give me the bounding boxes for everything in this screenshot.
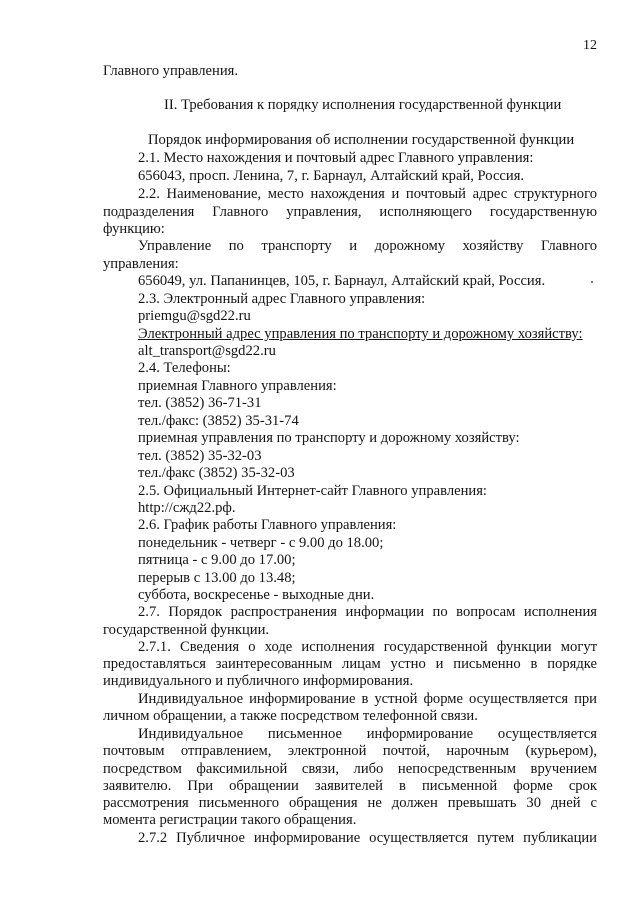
- text-line: государственной функции.: [103, 622, 270, 638]
- website-line: http://сжд22.рф.: [138, 500, 236, 516]
- email-line: priemgu@sgd22.ru: [138, 308, 251, 324]
- text-line: приемная управления по транспорту и дорожному хозяйству:: [138, 430, 520, 446]
- text-line: индивидуального и публичного информирования.: [103, 673, 414, 689]
- text-line: 656049, ул. Папанинцев, 105, г. Барнаул, Алтайский край, Россия.: [138, 273, 546, 289]
- text-line: 2.2. Наименование, место нахождения и почтовый адрес структурного: [138, 186, 597, 202]
- text-line: заявителю. При обращении заявителей в письменной форме срок: [103, 778, 597, 794]
- phone-line: тел./факс: (3852) 35-31-74: [138, 413, 299, 429]
- text-line: 2.7.2 Публичное информирование осуществляется путем публикации: [138, 830, 597, 846]
- text-line: Индивидуальное информирование в устной форме осуществляется при: [138, 691, 597, 707]
- text-line: рассмотрения письменного обращения не должен превышать 30 дней с: [103, 795, 597, 811]
- section-heading: II. Требования к порядку исполнения государственной функции: [164, 97, 562, 113]
- text-line: подразделения Главного управления, исполняющего государственную: [103, 204, 597, 220]
- text-line: 2.5. Официальный Интернет-сайт Главного управления:: [138, 483, 487, 499]
- text-line: Индивидуальное письменное информирование осуществляется: [138, 726, 597, 742]
- text-line: 2.1. Место нахождения и почтовый адрес Главного управления:: [138, 150, 534, 166]
- text-line: 2.6. График работы Главного управления:: [138, 517, 397, 533]
- phone-line: тел. (3852) 35-32-03: [138, 448, 262, 464]
- schedule-line: перерыв с 13.00 до 13.48;: [138, 570, 296, 586]
- text-line: 2.3. Электронный адрес Главного управления:: [138, 291, 426, 307]
- subsection-heading: Порядок информирования об исполнении государственной функции: [148, 132, 575, 148]
- schedule-line: суббота, воскресенье - выходные дни.: [138, 587, 375, 603]
- text-line: почтовым отправлением, электронной почтой, нарочным (курьером),: [103, 743, 597, 759]
- schedule-line: понедельник - четверг - с 9.00 до 18.00;: [138, 535, 384, 551]
- text-line: функцию:: [103, 221, 165, 237]
- text-line: Электронный адрес управления по транспорту и дорожному хозяйству:: [138, 326, 583, 342]
- text-line: предоставляться заинтересованным лицам устно и письменно в порядке: [103, 656, 597, 672]
- text-line: момента регистрации такого обращения.: [103, 812, 357, 828]
- text-line: 2.7.1. Сведения о ходе исполнения государственной функции могут: [138, 639, 597, 655]
- phone-line: тел. (3852) 36-71-31: [138, 395, 262, 411]
- page-number: 12: [583, 38, 597, 53]
- text-line: личном обращении, а также посредством телефонной связи.: [103, 708, 478, 724]
- text-line: посредством факсимильной связи, либо непосредственным вручением: [103, 761, 597, 777]
- text-line: приемная Главного управления:: [138, 378, 337, 394]
- text-line: Управление по транспорту и дорожному хозяйству Главного: [138, 238, 597, 254]
- email-line: alt_transport@sgd22.ru: [138, 343, 276, 359]
- text-line: 656043, просп. Ленина, 7, г. Барнаул, Алтайский край, Россия.: [138, 168, 525, 184]
- text-line: Главного управления.: [103, 63, 238, 79]
- phone-line: тел./факс (3852) 35-32-03: [138, 465, 295, 481]
- scan-speck: [591, 281, 593, 283]
- schedule-line: пятница - с 9.00 до 17.00;: [138, 552, 296, 568]
- text-line: 2.7. Порядок распространения информации по вопросам исполнения: [138, 604, 597, 620]
- text-line: 2.4. Телефоны:: [138, 360, 231, 376]
- text-line: управления:: [103, 256, 179, 272]
